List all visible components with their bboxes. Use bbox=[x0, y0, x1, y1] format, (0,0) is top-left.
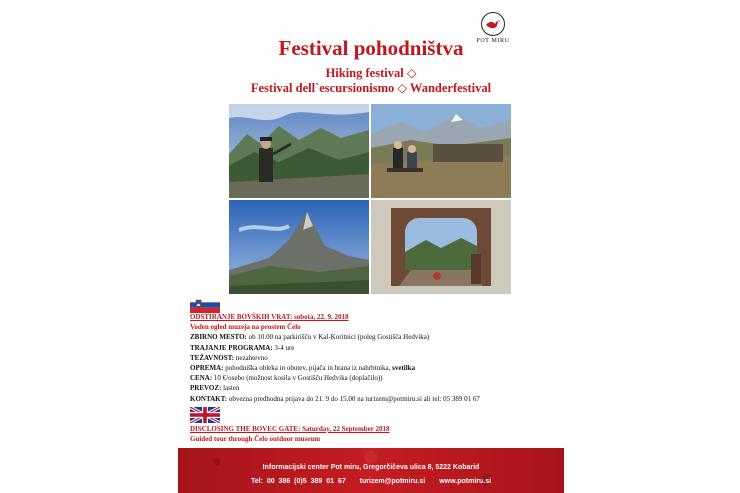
duration-value: 3-4 ure bbox=[272, 343, 295, 352]
uk-flag-icon bbox=[190, 407, 220, 423]
tour-title-english: Guided tour through Čelo outdoor museum bbox=[190, 435, 321, 444]
transport-label: PREVOZ: bbox=[190, 384, 222, 393]
equipment-highlight: svetilka bbox=[392, 364, 416, 373]
footer-address: Informacijski center Pot miru, Gregorčičeva ulica 8, 5222 Kobarid bbox=[262, 464, 480, 471]
duration-line bbox=[190, 343, 560, 353]
english-info-block bbox=[190, 424, 560, 444]
equipment-value: pohodniška obleka in obutev, pijača in hrana iz nahrbtnika, bbox=[223, 364, 393, 373]
bunker-window-photo bbox=[371, 200, 511, 294]
guide-in-uniform-mountains-photo bbox=[229, 104, 369, 198]
price-value: 10 €/osebo (možnost kosila v Gostišču Hedvika (doplačilo)) bbox=[212, 374, 383, 383]
subtitle-italian-german: Festival dell`escursionismo ◇ Wanderfestival bbox=[250, 81, 492, 95]
price-label: CENA: bbox=[190, 374, 213, 383]
footer-phone: Tel: 00 386 (0)5 389 01 67 bbox=[250, 478, 346, 485]
footer-email[interactable]: turizem@potmiru.si bbox=[359, 478, 426, 485]
tour-title-slovene: Voden ogled muzeja na prostem Čelo bbox=[190, 323, 301, 332]
transport-line bbox=[190, 383, 560, 393]
hikers-on-trenches-photo bbox=[371, 104, 511, 198]
footer-web[interactable]: www.potmiru.si bbox=[439, 478, 492, 485]
mountain-peak-photo bbox=[229, 200, 369, 294]
flyer-page bbox=[178, 0, 564, 493]
photo-grid bbox=[229, 104, 511, 294]
contact-line bbox=[190, 394, 560, 404]
difficulty-value: nezahtevno bbox=[234, 353, 268, 362]
subtitle-english: Hiking festival ◇ bbox=[325, 66, 417, 80]
logo-text: POT MIRU bbox=[476, 38, 510, 44]
footer-contacts bbox=[178, 478, 564, 485]
event-heading-english: DISCLOSING THE BOVEC GATE: Saturday, 22 September 2018 bbox=[190, 425, 390, 433]
duration-label: TRAJANJE PROGRAMA: bbox=[190, 343, 273, 352]
slovenia-flag-icon bbox=[190, 297, 220, 313]
equipment-label: OPREMA: bbox=[190, 364, 224, 373]
event-heading-slovene: ODSTIRANJE BOVŠKIH VRAT: sobota, 22. 9. 2018 bbox=[190, 313, 349, 321]
page-title: Festival pohodništva bbox=[278, 36, 464, 60]
slovene-info-block bbox=[190, 312, 560, 404]
meeting-label: ZBIRNO MESTO: bbox=[190, 333, 247, 342]
difficulty-label: TEŽAVNOST: bbox=[190, 353, 235, 362]
meeting-value: ob 10.00 na parkirišču v Kal-Koritnici (poleg Gostišča Hedvika) bbox=[246, 333, 430, 342]
difficulty-line bbox=[190, 353, 560, 363]
meeting-point-line bbox=[190, 332, 560, 342]
transport-value: lasten bbox=[221, 384, 240, 393]
contact-label: KONTAKT: bbox=[190, 394, 228, 403]
equipment-line bbox=[190, 363, 560, 373]
contact-value: obvezna predhodna prijava do 21. 9 do 15.00 na turizem@potmiru.si ali tel: 05 389 01 67 bbox=[227, 394, 480, 403]
dove-icon bbox=[481, 12, 505, 36]
price-line bbox=[190, 373, 560, 383]
footer-banner bbox=[178, 448, 564, 493]
